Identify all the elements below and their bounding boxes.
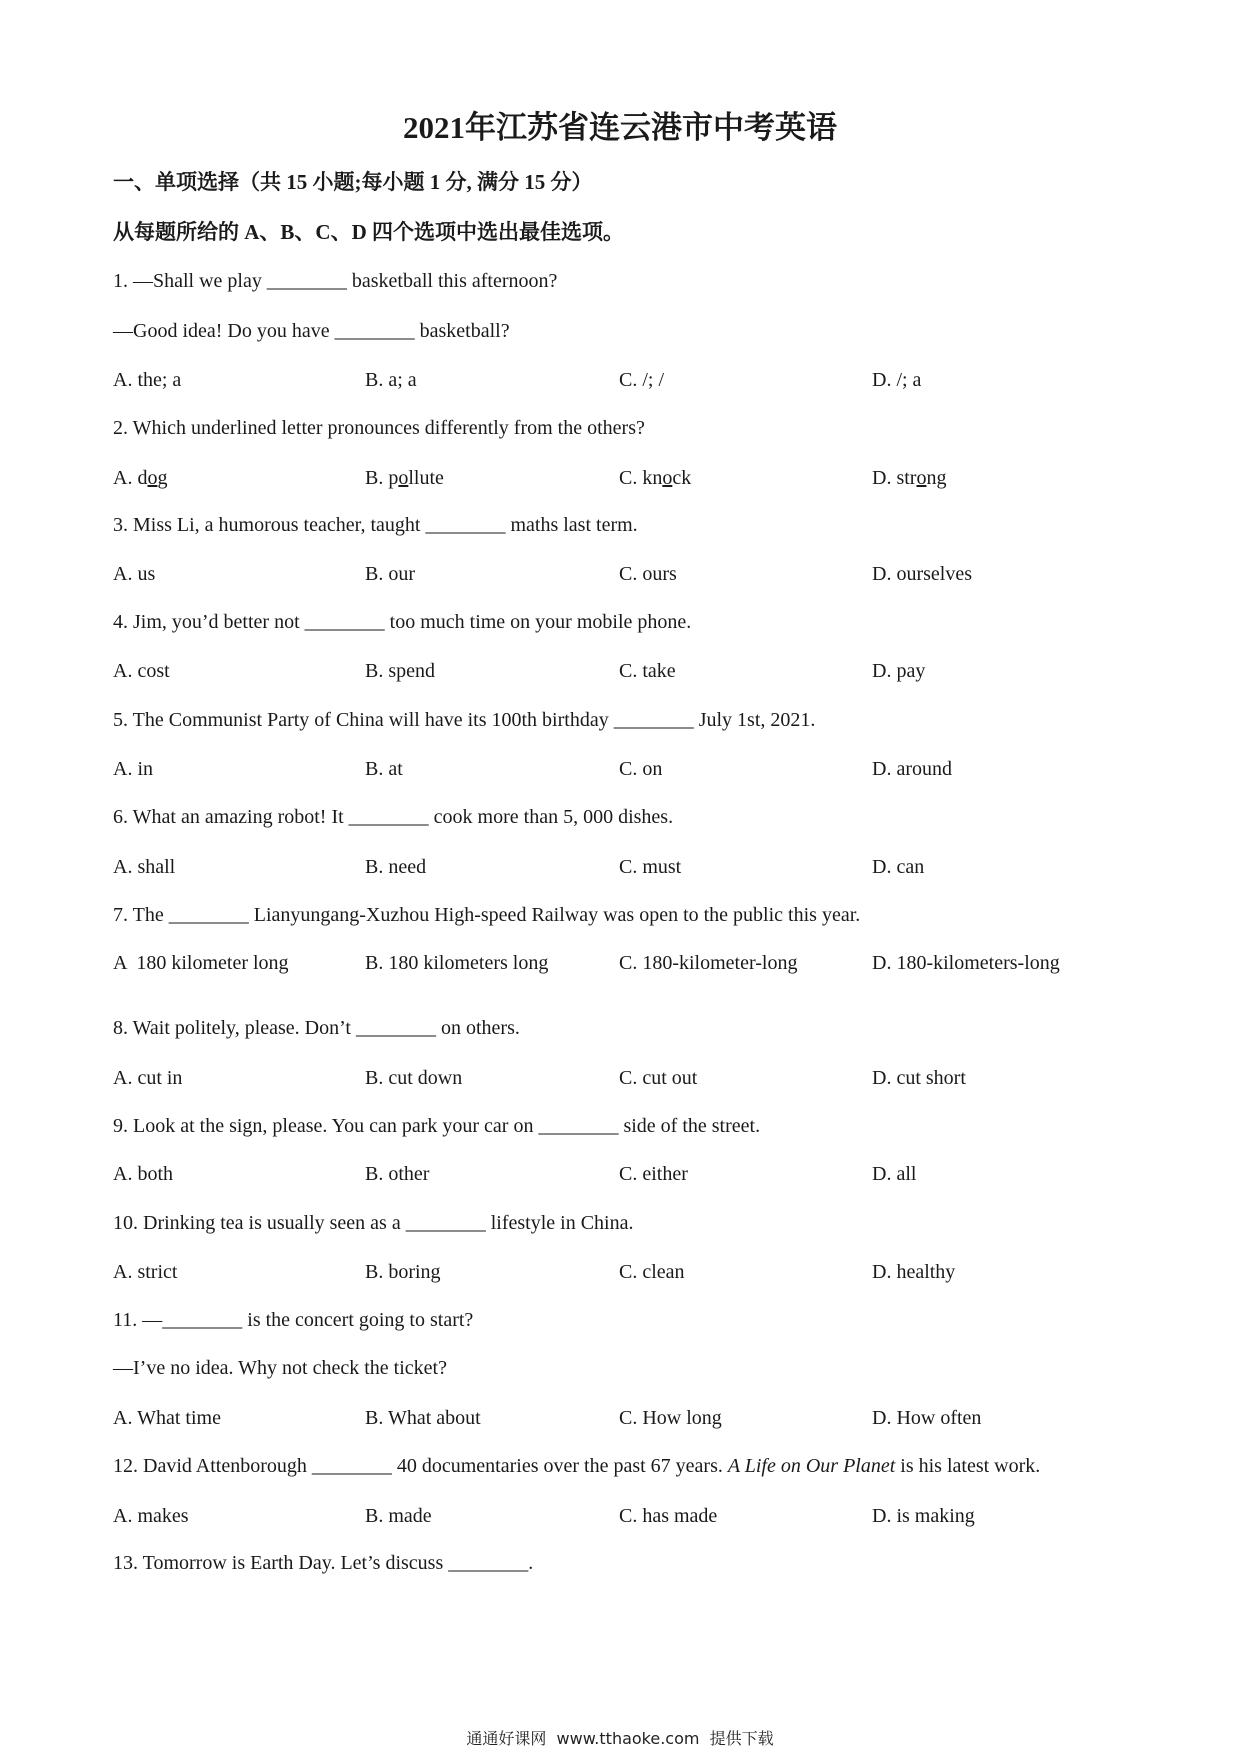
question-8-option-c: C. cut out <box>619 1067 698 1089</box>
option-text: D. str <box>872 467 917 489</box>
option-text: ng <box>926 467 947 489</box>
question-6-option-c: C. must <box>619 856 682 878</box>
question-5-stem: 5. The Communist Party of China will have its 100th birthday ________ July 1st, 2021. <box>113 709 816 731</box>
question-4-options <box>0 659 1240 683</box>
question-1-reply: —Good idea! Do you have ________ basketball? <box>113 320 510 342</box>
question-5-option-a: A. in <box>113 758 153 780</box>
question-2-option-d <box>872 466 946 490</box>
question-10-option-b: B. boring <box>365 1261 441 1283</box>
question-3-option-d: D. ourselves <box>872 563 972 585</box>
question-6-option-a: A. shall <box>113 856 176 878</box>
question-4-option-a: A. cost <box>113 660 170 682</box>
question-9-options <box>0 1162 1240 1186</box>
question-3-option-c: C. ours <box>619 563 677 585</box>
underlined-letter: o <box>662 467 673 489</box>
question-9-stem: 9. Look at the sign, please. You can park your car on ________ side of the street. <box>113 1115 761 1137</box>
question-6-stem: 6. What an amazing robot! It ________ cook more than 5, 000 dishes. <box>113 806 674 828</box>
question-12-options <box>0 1504 1240 1528</box>
question-5-options <box>0 757 1240 781</box>
question-12-option-c: C. has made <box>619 1505 718 1527</box>
question-9-option-d: D. all <box>872 1163 917 1185</box>
question-10-option-a: A. strict <box>113 1261 178 1283</box>
question-1-option-c: C. /; / <box>619 369 665 391</box>
question-5-option-c: C. on <box>619 758 663 780</box>
question-1-stem: 1. —Shall we play ________ basketball this afternoon? <box>113 270 558 292</box>
question-2-options <box>0 466 1240 490</box>
option-text: B. p <box>365 467 399 489</box>
question-6-option-d: D. can <box>872 856 925 878</box>
footer-credit: 通通好课网 www.tthaoke.com 提供下载 <box>466 1729 774 1748</box>
question-11-option-c: C. How long <box>619 1407 722 1429</box>
section-instruction: 从每题所给的 A、B、C、D 四个选项中选出最佳选项。 <box>113 220 625 244</box>
question-4-stem: 4. Jim, you’d better not ________ too much time on your mobile phone. <box>113 611 692 633</box>
question-1-options <box>0 368 1240 392</box>
question-13-stem: 13. Tomorrow is Earth Day. Let’s discuss ________. <box>113 1552 534 1574</box>
underlined-letter: o <box>916 467 927 489</box>
option-text: ck <box>672 467 692 489</box>
page-title: 2021年江苏省连云港市中考英语 <box>403 110 837 145</box>
question-11-option-b: B. What about <box>365 1407 481 1429</box>
question-8-options <box>0 1066 1240 1090</box>
question-4-option-b: B. spend <box>365 660 435 682</box>
question-3-option-b: B. our <box>365 563 415 585</box>
question-10-option-d: D. healthy <box>872 1261 956 1283</box>
documentary-title: A Life on Our Planet <box>727 1455 896 1477</box>
question-5-option-b: B. at <box>365 758 403 780</box>
question-11-options <box>0 1406 1240 1430</box>
question-12-option-b: B. made <box>365 1505 432 1527</box>
section-heading: 一、单项选择（共 15 小题;每小题 1 分, 满分 15 分） <box>113 170 593 194</box>
question-5-option-d: D. around <box>872 758 952 780</box>
question-7-stem: 7. The ________ Lianyungang-Xuzhou High-speed Railway was open to the public this year. <box>113 904 861 926</box>
option-text: A. d <box>113 467 148 489</box>
question-7-option-d: D. 180-kilometers-long <box>872 952 1060 974</box>
question-4-option-c: C. take <box>619 660 676 682</box>
question-1-option-b: B. a; a <box>365 369 417 391</box>
option-text: g <box>157 467 168 489</box>
question-10-stem: 10. Drinking tea is usually seen as a ________ lifestyle in China. <box>113 1212 634 1234</box>
question-12-stem <box>113 1454 1040 1478</box>
question-8-stem: 8. Wait politely, please. Don’t ________ on others. <box>113 1017 520 1039</box>
question-9-option-b: B. other <box>365 1163 430 1185</box>
underlined-letter: o <box>147 467 158 489</box>
question-7-option-b: B. 180 kilometers long <box>365 952 549 974</box>
question-7-options <box>0 951 1240 975</box>
underlined-letter: o <box>398 467 409 489</box>
question-3-option-a: A. us <box>113 563 156 585</box>
question-12-option-a: A. makes <box>113 1505 189 1527</box>
question-6-option-b: B. need <box>365 856 427 878</box>
question-1-option-a: A. the; a <box>113 369 182 391</box>
option-text: C. kn <box>619 467 663 489</box>
question-7-option-c: C. 180-kilometer-long <box>619 952 798 974</box>
question-2-stem: 2. Which underlined letter pronounces differently from the others? <box>113 417 645 439</box>
question-11-reply: —I’ve no idea. Why not check the ticket? <box>113 1357 447 1379</box>
question-9-option-a: A. both <box>113 1163 173 1185</box>
question-3-stem: 3. Miss Li, a humorous teacher, taught ________ maths last term. <box>113 514 638 536</box>
question-6-options <box>0 855 1240 879</box>
question-3-options <box>0 562 1240 586</box>
option-text: llute <box>408 467 444 489</box>
question-8-option-a: A. cut in <box>113 1067 183 1089</box>
question-1-option-d: D. /; a <box>872 369 922 391</box>
question-11-stem: 11. —________ is the concert going to start? <box>113 1309 474 1331</box>
question-2-option-b <box>365 466 444 490</box>
question-8-option-b: B. cut down <box>365 1067 463 1089</box>
stem-text: 12. David Attenborough ________ 40 documentaries over the past 67 years. <box>113 1455 728 1477</box>
question-2-option-a <box>113 466 167 490</box>
question-10-option-c: C. clean <box>619 1261 685 1283</box>
question-8-option-d: D. cut short <box>872 1067 966 1089</box>
question-9-option-c: C. either <box>619 1163 688 1185</box>
question-12-option-d: D. is making <box>872 1505 975 1527</box>
question-11-option-d: D. How often <box>872 1407 982 1429</box>
stem-text: is his latest work. <box>895 1455 1041 1477</box>
question-11-option-a: A. What time <box>113 1407 221 1429</box>
question-2-option-c <box>619 466 691 490</box>
question-7-option-a: A 180 kilometer long <box>113 952 289 974</box>
question-10-options <box>0 1260 1240 1284</box>
question-4-option-d: D. pay <box>872 660 926 682</box>
